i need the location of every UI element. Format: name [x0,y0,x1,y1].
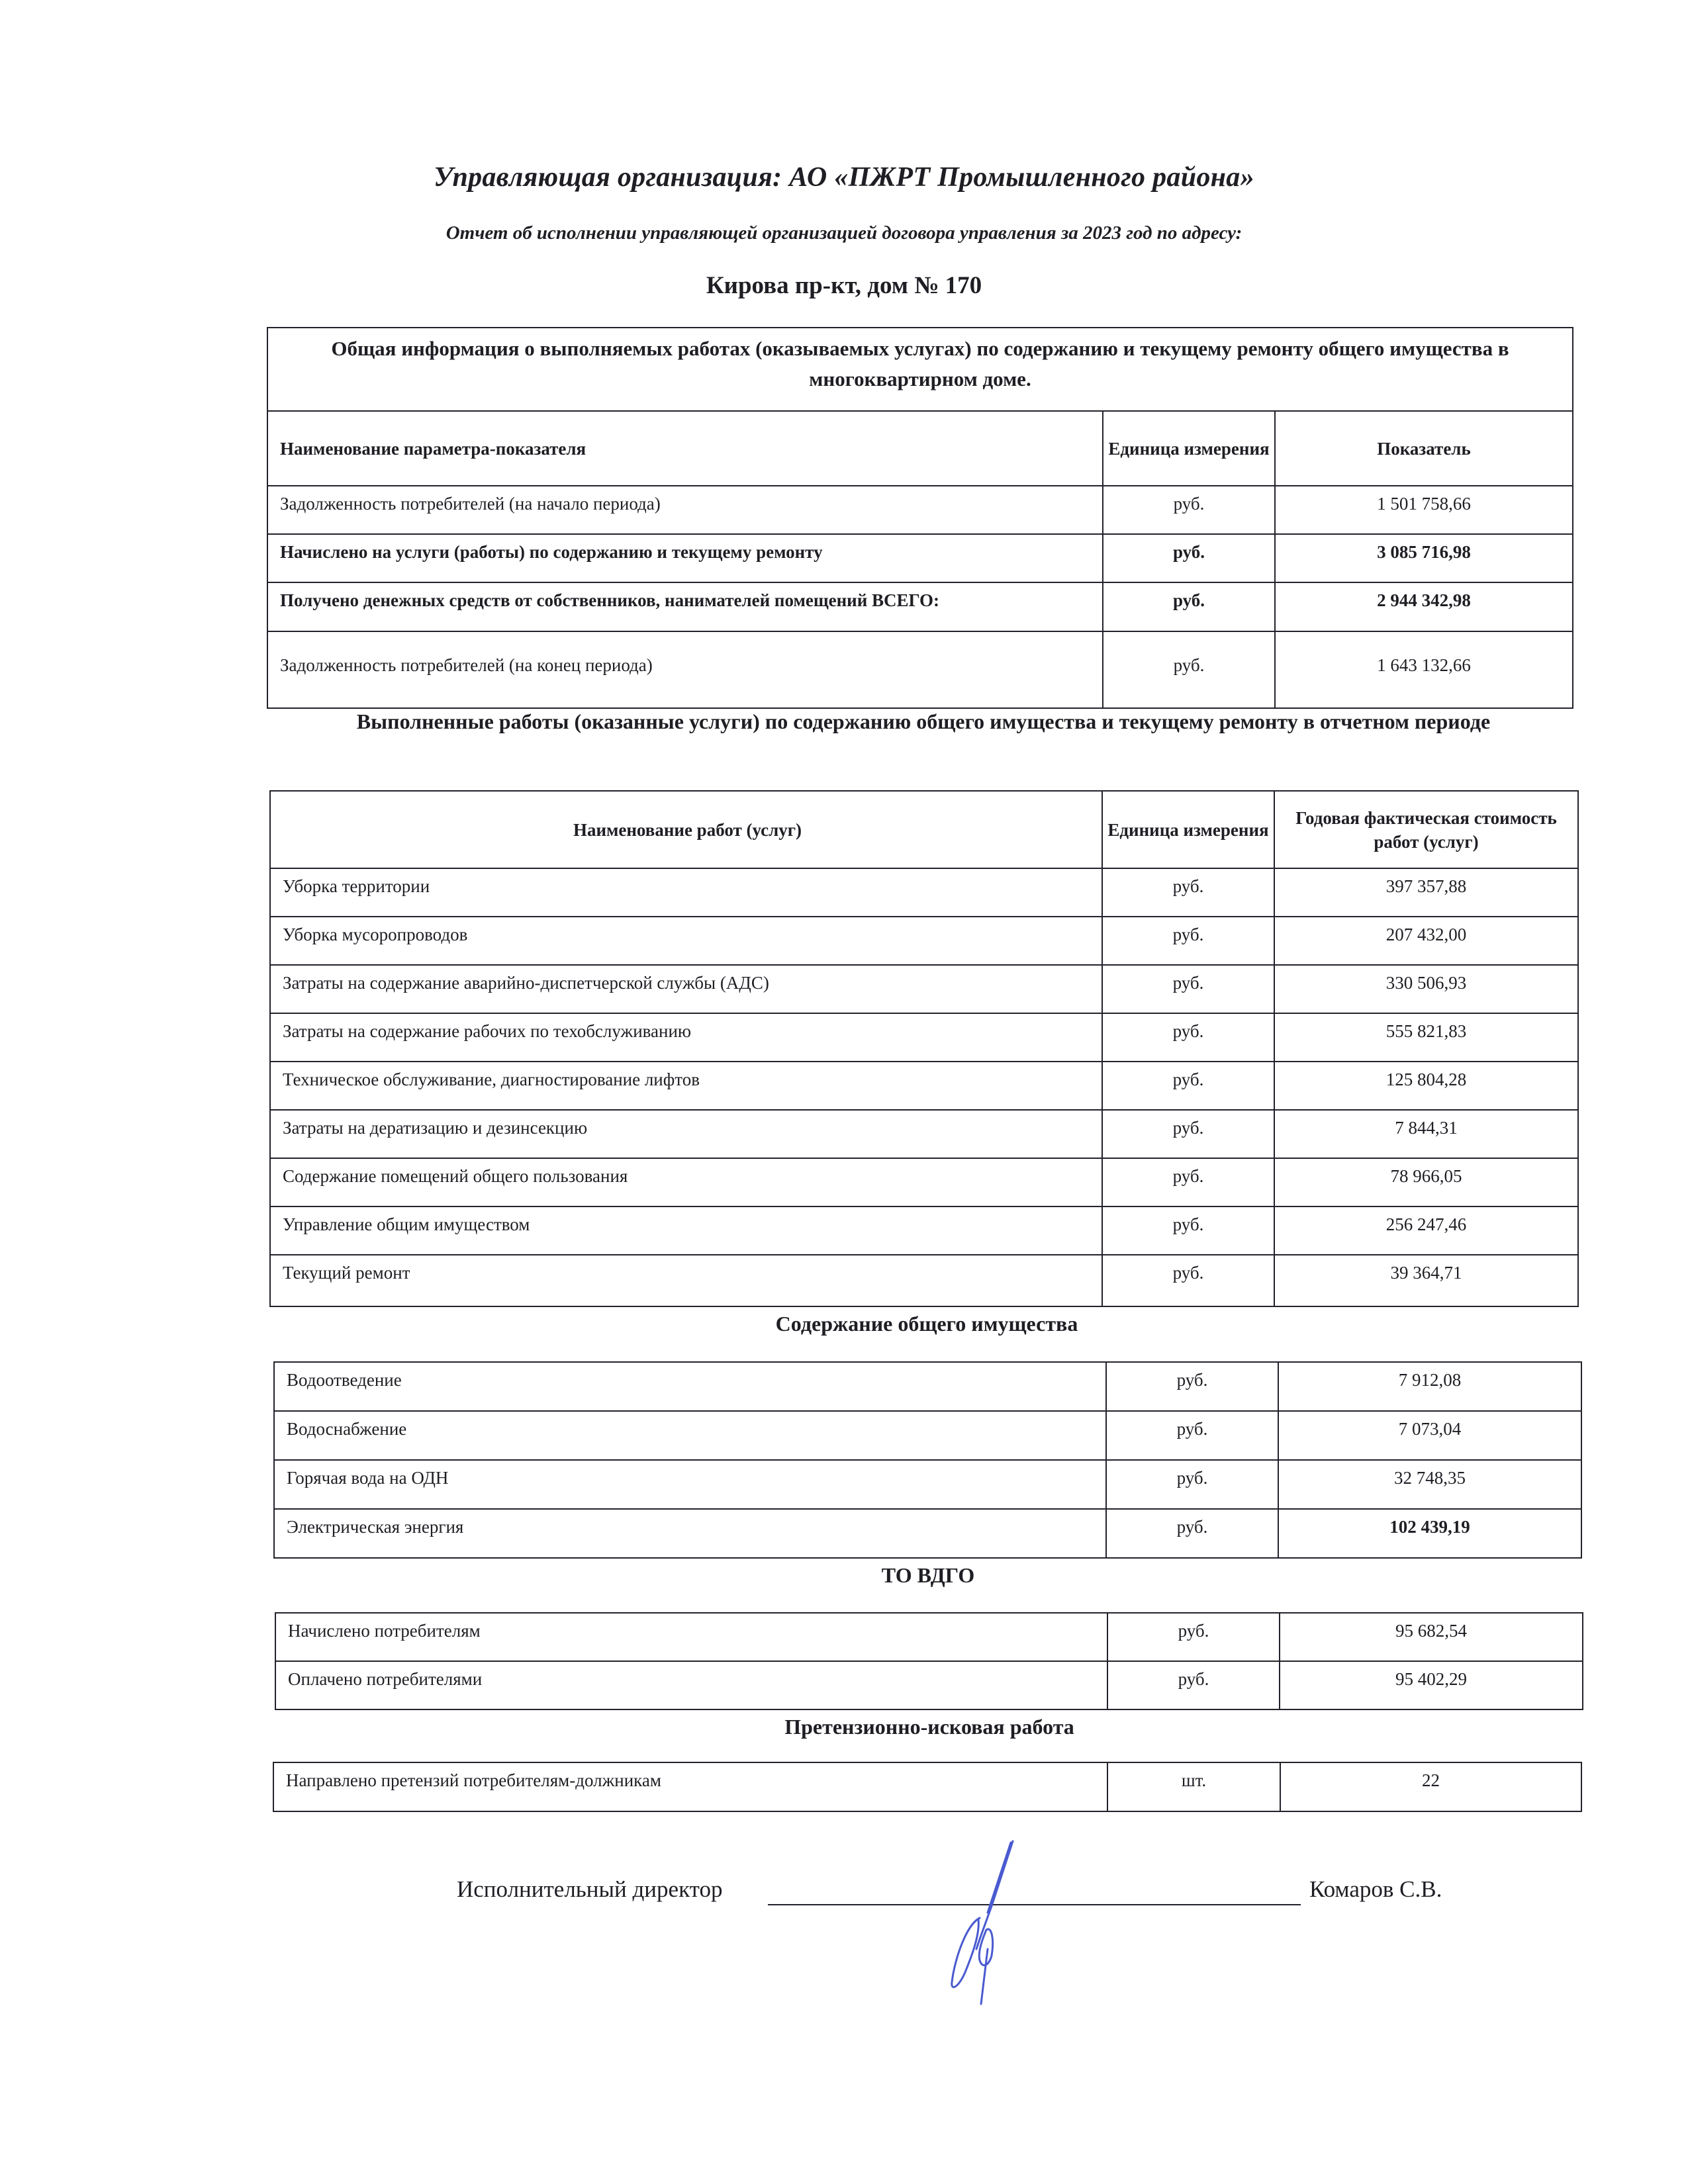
row-name: Направлено претензий потребителям-должникам [273,1762,1107,1811]
row-value: 7 073,04 [1278,1411,1581,1460]
row-value: 3 085 716,98 [1275,534,1573,582]
row-value: 256 247,46 [1274,1206,1578,1255]
table-row [275,1661,1583,1709]
claims-table [273,1762,1582,1812]
general-info-title-row [267,328,1573,411]
row-value: 39 364,71 [1274,1255,1578,1306]
common-property-heading: Содержание общего имущества [775,1312,1078,1336]
row-value: 102 439,19 [1278,1509,1581,1558]
row-value: 125 804,28 [1274,1062,1578,1110]
row-unit: руб. [1103,631,1275,708]
table-row [275,1613,1583,1661]
row-unit: руб. [1102,1255,1274,1306]
row-name: Водоотведение [274,1362,1106,1411]
table-row [274,1362,1581,1411]
works-table [269,790,1579,1307]
row-unit: руб. [1102,1110,1274,1158]
column-header-work-name: Наименование работ (услуг) [270,791,1102,868]
column-header-parameter: Наименование параметра-показателя [267,411,1103,486]
row-unit: руб. [1102,965,1274,1013]
row-name: Содержание помещений общего пользования [270,1158,1102,1206]
column-header-annual-cost: Годовая фактическая стоимость работ (услуг) [1274,791,1578,868]
row-value: 1 643 132,66 [1275,631,1573,708]
row-unit: руб. [1102,868,1274,917]
row-name: Начислено на услуги (работы) по содержанию и текущему ремонту [267,534,1103,582]
row-value: 330 506,93 [1274,965,1578,1013]
report-title: Отчет об исполнении управляющей организацией договора управления за 2023 год по адресу: [445,222,1243,244]
row-value: 78 966,05 [1274,1158,1578,1206]
table-row [267,534,1573,582]
table-row [270,965,1578,1013]
row-name: Начислено потребителям [275,1613,1107,1661]
table-row [270,1013,1578,1062]
table-row [267,486,1573,534]
row-name: Текущий ремонт [270,1255,1102,1306]
vdgo-table [275,1612,1583,1710]
row-unit: руб. [1102,1158,1274,1206]
row-unit: руб. [1106,1411,1278,1460]
handwritten-signature-icon [914,1833,1046,2005]
row-unit: руб. [1107,1613,1280,1661]
row-name: Затраты на дератизацию и дезинсекцию [270,1110,1102,1158]
table-row [270,1110,1578,1158]
row-value: 95 682,54 [1280,1613,1583,1661]
row-name: Затраты на содержание аварийно-диспетчерской службы (АДС) [270,965,1102,1013]
general-info-table [267,327,1573,709]
common-property-table [273,1361,1582,1559]
row-value: 7 912,08 [1278,1362,1581,1411]
row-name: Техническое обслуживание, диагностирование лифтов [270,1062,1102,1110]
row-unit: руб. [1106,1362,1278,1411]
row-value: 397 357,88 [1274,868,1578,917]
table-row [273,1762,1581,1811]
row-value: 32 748,35 [1278,1460,1581,1509]
organization-title: Управляющая организация: АО «ПЖРТ Промышленного района» [434,162,1254,193]
table-row [274,1460,1581,1509]
table-row [270,1062,1578,1110]
column-header-unit: Единица измерения [1103,411,1275,486]
works-heading: Выполненные работы (оказанные услуги) по содержанию общего имущества и текущему ремонту в отчетном периоде [356,709,1491,733]
column-header-value: Показатель [1275,411,1573,486]
table-row [270,868,1578,917]
table-row [270,917,1578,965]
row-value: 207 432,00 [1274,917,1578,965]
row-value: 1 501 758,66 [1275,486,1573,534]
row-unit: руб. [1106,1509,1278,1558]
row-name: Управление общим имуществом [270,1206,1102,1255]
column-header-unit: Единица измерения [1102,791,1274,868]
signatory-name: Комаров С.В. [1309,1876,1442,1902]
table-header-row [267,411,1573,486]
table-row [270,1206,1578,1255]
row-value: 22 [1280,1762,1581,1811]
row-name: Горячая вода на ОДН [274,1460,1106,1509]
table-row [267,631,1573,708]
row-value: 555 821,83 [1274,1013,1578,1062]
address: Кирова пр-кт, дом № 170 [706,272,982,299]
row-name: Уборка территории [270,868,1102,917]
table-row [267,582,1573,631]
row-unit: руб. [1106,1460,1278,1509]
table-row [270,1255,1578,1306]
row-unit: руб. [1102,1013,1274,1062]
table-row [274,1509,1581,1558]
table-row [270,1158,1578,1206]
row-unit: руб. [1103,582,1275,631]
row-unit: шт. [1107,1762,1280,1811]
claims-heading: Претензионно-исковая работа [784,1715,1074,1739]
row-unit: руб. [1102,917,1274,965]
row-name: Задолженность потребителей (на начало периода) [267,486,1103,534]
row-name: Получено денежных средств от собственников, нанимателей помещений ВСЕГО: [267,582,1103,631]
table-row [274,1411,1581,1460]
row-unit: руб. [1102,1206,1274,1255]
row-name: Затраты на содержание рабочих по техобслуживанию [270,1013,1102,1062]
row-value: 2 944 342,98 [1275,582,1573,631]
row-unit: руб. [1103,486,1275,534]
row-name: Оплачено потребителями [275,1661,1107,1709]
row-value: 95 402,29 [1280,1661,1583,1709]
table-header-row [270,791,1578,868]
row-name: Электрическая энергия [274,1509,1106,1558]
general-info-title: Общая информация о выполняемых работах (оказываемых услугах) по содержанию и текущему ремонту общего имущества в многоквартирном доме. [267,328,1573,411]
row-unit: руб. [1103,534,1275,582]
row-name: Водоснабжение [274,1411,1106,1460]
row-unit: руб. [1107,1661,1280,1709]
vdgo-heading: ТО ВДГО [881,1563,975,1587]
row-unit: руб. [1102,1062,1274,1110]
row-name: Уборка мусоропроводов [270,917,1102,965]
row-value: 7 844,31 [1274,1110,1578,1158]
row-name: Задолженность потребителей (на конец периода) [267,631,1103,708]
signatory-position: Исполнительный директор [457,1876,723,1902]
